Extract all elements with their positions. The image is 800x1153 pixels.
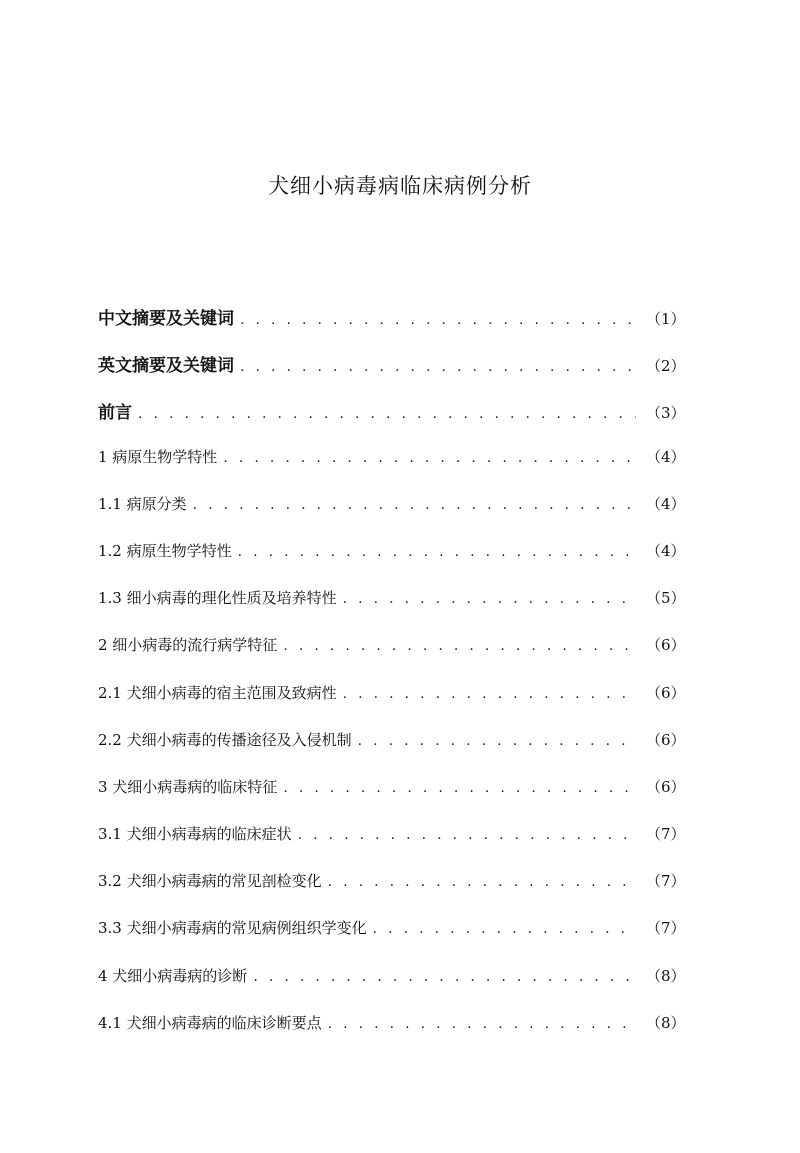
toc-entry-page: （6）: [646, 636, 686, 655]
toc-entry-page: （4）: [646, 494, 686, 513]
toc-entry[interactable]: [98, 823, 686, 870]
toc-leader-dots: [283, 638, 636, 654]
toc-entry-page: （7）: [646, 919, 686, 938]
toc-entry-page: （7）: [646, 872, 686, 891]
toc-entry-label: 1.2 病原生物学特性: [98, 541, 232, 560]
toc-leader-dots: [138, 406, 636, 422]
toc-entry[interactable]: [98, 493, 686, 540]
toc-entry-page: （4）: [646, 541, 686, 560]
toc-leader-dots: [373, 921, 636, 937]
toc-leader-dots: [298, 827, 636, 843]
toc-leader-dots: [240, 312, 636, 328]
toc-leader-dots: [240, 359, 636, 375]
toc-entry[interactable]: [98, 398, 686, 445]
toc-entry-page: （6）: [646, 730, 686, 749]
toc-leader-dots: [283, 780, 636, 796]
toc-entry[interactable]: [98, 351, 686, 398]
toc-leader-dots: [238, 544, 636, 560]
toc-entry[interactable]: [98, 729, 686, 776]
toc-entry-label: 2.2 犬细小病毒的传播途径及入侵机制: [98, 730, 352, 749]
toc-entry-label: 1.3 细小病毒的理化性质及培养特性: [98, 589, 337, 608]
toc-leader-dots: [328, 874, 636, 890]
toc-entry-label: 3.2 犬细小病毒病的常见剖检变化: [98, 872, 322, 891]
toc-entry-page: （6）: [646, 683, 686, 702]
toc-leader-dots: [358, 733, 636, 749]
toc-leader-dots: [223, 450, 636, 466]
toc-entry-label: 3.3 犬细小病毒病的常见病例组织学变化: [98, 919, 367, 938]
toc-entry[interactable]: [98, 917, 686, 964]
toc-leader-dots: [343, 686, 636, 702]
toc-entry[interactable]: [98, 870, 686, 917]
toc-entry-label: 英文摘要及关键词: [98, 356, 234, 377]
toc-leader-dots: [253, 969, 636, 985]
toc-entry[interactable]: [98, 965, 686, 1012]
toc-entry-page: （6）: [646, 777, 686, 796]
table-of-contents: [98, 304, 686, 1059]
toc-entry-page: （5）: [646, 589, 686, 608]
toc-entry[interactable]: [98, 304, 686, 351]
toc-entry-label: 中文摘要及关键词: [98, 309, 234, 329]
toc-entry[interactable]: [98, 776, 686, 823]
toc-entry[interactable]: [98, 540, 686, 587]
toc-entry-page: （4）: [646, 447, 686, 466]
toc-entry-page: （3）: [646, 404, 686, 423]
toc-entry-page: （2）: [646, 357, 686, 376]
toc-entry[interactable]: [98, 446, 686, 493]
toc-entry-label: 4.1 犬细小病毒病的临床诊断要点: [98, 1013, 322, 1032]
toc-entry-page: （8）: [646, 966, 686, 985]
toc-leader-dots: [343, 591, 636, 607]
document-title: 犬细小病毒病临床病例分析: [268, 174, 532, 198]
toc-entry[interactable]: [98, 682, 686, 729]
toc-entry-label: 2 细小病毒的流行病学特征: [98, 636, 278, 655]
toc-entry[interactable]: [98, 1012, 686, 1059]
toc-entry-page: （1）: [646, 310, 686, 328]
toc-entry-label: 3.1 犬细小病毒病的临床症状: [98, 825, 292, 844]
toc-leader-dots: [193, 497, 636, 513]
toc-entry-label: 2.1 犬细小病毒的宿主范围及致病性: [98, 683, 337, 702]
toc-entry[interactable]: [98, 634, 686, 681]
toc-entry-label: 1.1 病原分类: [98, 494, 187, 513]
toc-entry-label: 1 病原生物学特性: [98, 447, 218, 466]
toc-entry-page: （8）: [646, 1013, 686, 1032]
toc-entry-label: 3 犬细小病毒病的临床特征: [98, 777, 278, 796]
toc-entry-page: （7）: [646, 825, 686, 844]
toc-entry-label: 4 犬细小病毒病的诊断: [98, 966, 248, 985]
toc-leader-dots: [328, 1016, 636, 1032]
toc-entry[interactable]: [98, 587, 686, 634]
toc-entry-label: 前言: [98, 403, 132, 424]
